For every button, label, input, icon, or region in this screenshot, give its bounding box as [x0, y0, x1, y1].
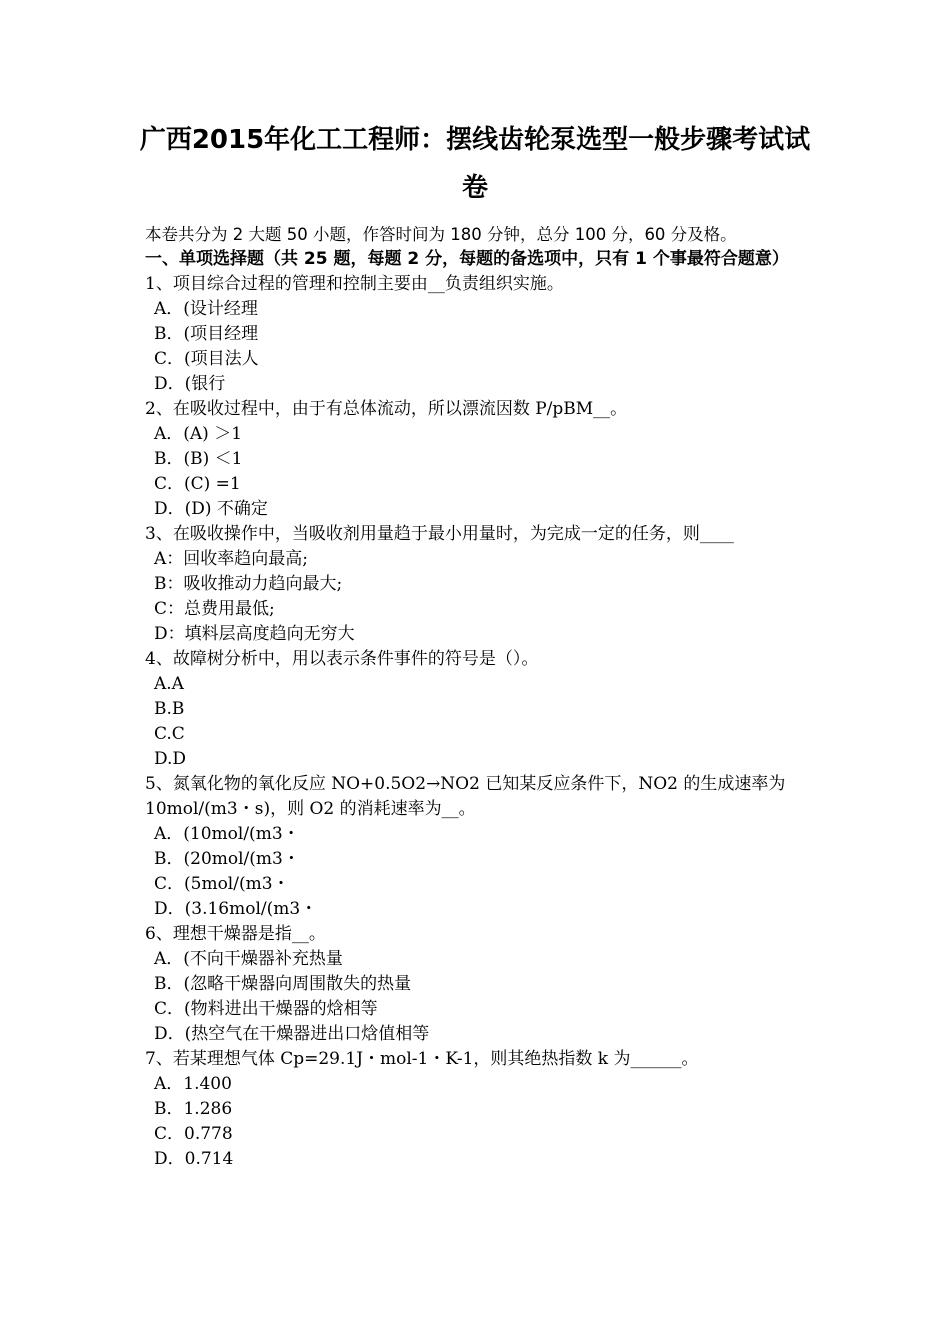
- option-d: D.D: [154, 748, 187, 769]
- option-a: A．1.400: [154, 1073, 232, 1094]
- question-stem: 2、在吸收过程中，由于有总体流动，所以漂流因数 P/pBM__。: [145, 398, 628, 419]
- option-d: D．0.714: [154, 1148, 234, 1169]
- option-a: A．(不向干燥器补充热量: [154, 948, 343, 969]
- document-title-line-2: 卷: [461, 173, 488, 203]
- option-c: C：总费用最低;: [154, 598, 275, 619]
- option-a: A．(10mol/(m3・: [154, 823, 300, 844]
- option-b: B．(B) ＜1: [154, 448, 243, 469]
- option-a: A.A: [154, 673, 184, 694]
- document-title-line-1: 广西2015年化工工程师：摆线齿轮泵选型一般步骤考试试: [139, 125, 811, 155]
- document-body: [145, 222, 810, 1172]
- question-stem: 6、理想干燥器是指__。: [145, 923, 326, 944]
- option-b: B．1.286: [154, 1098, 233, 1119]
- option-b: B．(20mol/(m3・: [154, 848, 300, 869]
- section-heading-single-choice: 一、单项选择题（共 25 题，每题 2 分，每题的备选项中，只有 1 个事最符合题意）: [145, 249, 789, 269]
- option-d: D．(银行: [154, 373, 226, 394]
- option-c: C．0.778: [154, 1123, 233, 1144]
- question-stem: 7、若某理想气体 Cp=29.1J・mol-1・K-1，则其绝热指数 k 为______。: [145, 1048, 699, 1069]
- question-2: [145, 397, 810, 522]
- question-stem: 4、故障树分析中，用以表示条件事件的符号是（）。: [145, 648, 539, 669]
- option-b: B.B: [154, 698, 185, 719]
- question-3: [145, 522, 810, 647]
- question-5: [145, 772, 810, 922]
- option-a: A．(A) ＞1: [154, 423, 243, 444]
- option-a: A：回收率趋向最高;: [154, 548, 309, 569]
- option-a: A．(设计经理: [154, 298, 258, 319]
- question-6: [145, 922, 810, 1047]
- option-c: C．(5mol/(m3・: [154, 873, 290, 894]
- question-stem: 1、项目综合过程的管理和控制主要由__负责组织实施。: [145, 273, 564, 294]
- option-d: D．(3.16mol/(m3・: [154, 898, 318, 919]
- question-1: [145, 272, 810, 397]
- question-4: [145, 647, 810, 772]
- question-stem: 5、氮氧化物的氧化反应 NO+0.5O2→NO2 已知某反应条件下，NO2 的生成速率为 10mol/(m3・s)，则 O2 的消耗速率为__。: [145, 773, 786, 819]
- option-d: D．(D) 不确定: [154, 498, 268, 519]
- option-c: C.C: [154, 723, 185, 744]
- option-b: B：吸收推动力趋向最大;: [154, 573, 343, 594]
- option-d: D．(热空气在干燥器进出口焓值相等: [154, 1023, 430, 1044]
- option-c: C．(C) =1: [154, 473, 241, 494]
- option-c: C．(物料进出干燥器的焓相等: [154, 998, 378, 1019]
- option-c: C．(项目法人: [154, 348, 259, 369]
- option-b: B．(项目经理: [154, 323, 259, 344]
- exam-instructions: 本卷共分为 2 大题 50 小题，作答时间为 180 分钟，总分 100 分，60 分及格。: [145, 225, 737, 244]
- option-d: D：填料层高度趋向无穷大: [154, 623, 355, 644]
- question-7: [145, 1047, 810, 1172]
- question-stem: 3、在吸收操作中，当吸收剂用量趋于最小用量时，为完成一定的任务，则____: [145, 523, 734, 544]
- option-b: B．(忽略干燥器向周围散失的热量: [154, 973, 412, 994]
